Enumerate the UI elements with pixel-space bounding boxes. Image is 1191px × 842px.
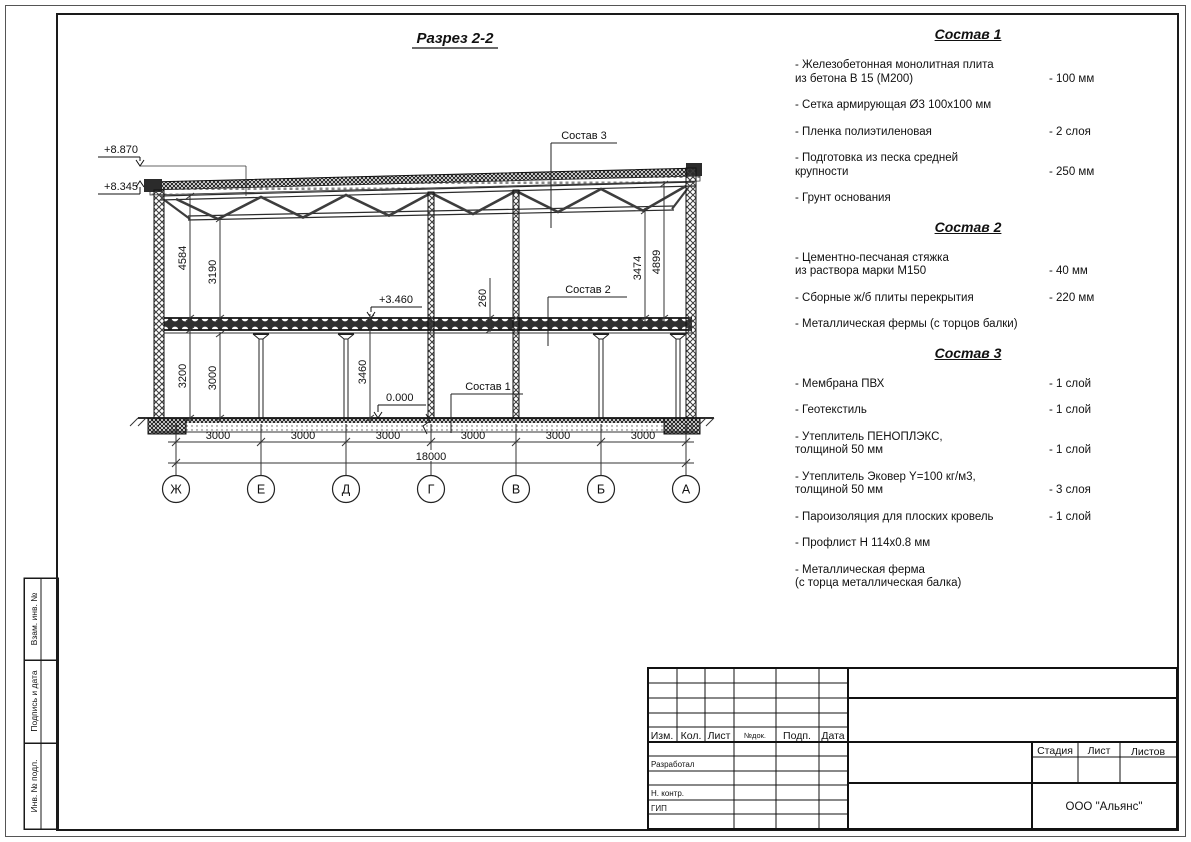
composition-2 xyxy=(795,219,1141,332)
tb-izm: Изм. xyxy=(650,730,674,742)
composition-item xyxy=(795,59,1141,86)
elev-ground: 0.000 xyxy=(386,392,414,404)
item-name: - Профлист Н 114х0.8 мм xyxy=(795,537,931,549)
item-value: - 1 слой xyxy=(1049,404,1092,416)
item-value: - 250 мм xyxy=(1049,165,1095,178)
dim-total: 18000 xyxy=(415,451,447,463)
tb-sheet: Лист xyxy=(1087,745,1111,757)
column xyxy=(253,334,269,418)
elev-floor2: +3.460 xyxy=(379,294,413,306)
item-name: - Цементно-песчаная стяжка из раствора марки М150 xyxy=(795,251,949,277)
item-value: - 1 слой xyxy=(1049,377,1092,390)
item-value: - 1 слой xyxy=(1049,510,1092,523)
dim-3000v: 3000 xyxy=(207,365,219,391)
composition-lists xyxy=(795,26,1141,604)
section-drawing xyxy=(98,130,714,503)
margin-box3-label: Инв. № подл. xyxy=(29,759,39,813)
item-value: - 1 слой xyxy=(1049,444,1092,456)
item-name: - Сетка армирующая Ø3 100х100 мм xyxy=(795,99,992,111)
dim-3460: 3460 xyxy=(357,359,369,385)
axis-letter: Г xyxy=(427,482,435,497)
composition-title: Состав 1 xyxy=(934,26,1002,42)
composition-1 xyxy=(795,26,1141,206)
leader-sostav2: Состав 2 xyxy=(565,284,611,296)
left-margin-boxes xyxy=(24,578,58,829)
elev-roof-edge: +8.345 xyxy=(104,181,138,193)
column xyxy=(338,334,354,418)
composition-item xyxy=(795,318,1141,332)
composition-item xyxy=(795,152,1141,179)
composition-item xyxy=(795,378,1141,392)
axis-letter: Б xyxy=(596,482,606,497)
composition-item xyxy=(795,252,1141,279)
tb-gip: ГИП xyxy=(651,804,667,813)
composition-item xyxy=(795,511,1141,525)
axis-letter: Ж xyxy=(170,482,182,497)
dim-260: 260 xyxy=(477,288,489,308)
column xyxy=(593,334,609,418)
tb-podp: Подп. xyxy=(783,730,811,742)
item-name: - Геотекстиль xyxy=(795,404,867,416)
leader-sostav3: Состав 3 xyxy=(561,130,607,142)
column xyxy=(670,334,686,418)
composition-title: Состав 3 xyxy=(934,344,1002,361)
item-name: - Металлическая ферма (с торца металлическая балка) xyxy=(795,563,962,589)
roof xyxy=(144,163,702,195)
item-value: - 2 слоя xyxy=(1049,125,1091,138)
section-title xyxy=(412,30,498,48)
composition-item xyxy=(795,99,1141,113)
tb-developed: Разработал xyxy=(651,760,695,769)
composition-item xyxy=(795,192,1141,206)
axis-bubbles xyxy=(163,476,700,503)
tb-company: ООО "Альянс" xyxy=(1065,801,1143,813)
composition-item xyxy=(795,431,1141,458)
section-title-text: Разрез 2-2 xyxy=(416,30,494,47)
composition-title: Состав 2 xyxy=(934,218,1002,235)
tb-kol: Кол. xyxy=(680,730,702,742)
item-name: - Грунт основания xyxy=(795,192,891,204)
dim-4584: 4584 xyxy=(177,245,189,271)
dim-4899: 4899 xyxy=(651,249,663,275)
item-name: - Подготовка из песка средней крупности xyxy=(795,152,959,178)
leader-sostav1: Состав 1 xyxy=(465,381,511,393)
item-name: - Пленка полиэтиленовая xyxy=(795,125,932,138)
margin-box2-label: Подпись и дата xyxy=(29,670,39,732)
item-value: - 100 мм xyxy=(1049,72,1095,85)
composition-item xyxy=(795,126,1141,140)
item-value: - 40 мм xyxy=(1049,265,1088,277)
margin-box1-label: Взам. инв. № xyxy=(29,592,39,646)
composition-item xyxy=(795,292,1141,306)
walls xyxy=(154,168,696,418)
dim-bay: 3000 xyxy=(630,430,656,442)
tb-list: Лист xyxy=(707,730,731,742)
item-name: - Металлическая фермы (с торцов балки) xyxy=(795,318,1018,330)
composition-item xyxy=(795,564,1141,591)
axis-letter: Д xyxy=(341,482,351,497)
item-name: - Мембрана ПВХ xyxy=(795,377,885,390)
dim-bay: 3000 xyxy=(205,430,231,442)
title-block xyxy=(648,668,1177,829)
item-name: - Утеплитель Эковер Y=100 кг/м3, толщиной 50 мм xyxy=(795,470,976,496)
item-name: - Пароизоляция для плоских кровель xyxy=(795,510,994,523)
axis-letter: Е xyxy=(256,482,266,497)
item-name: - Утеплитель ПЕНОПЛЭКС, толщиной 50 мм xyxy=(795,430,943,456)
columns xyxy=(253,334,686,418)
vertical-dimensions xyxy=(177,181,668,422)
dim-3474: 3474 xyxy=(632,255,644,281)
tb-stage: Стадия xyxy=(1037,745,1073,757)
composition-item xyxy=(795,537,1141,551)
item-value: - 220 мм xyxy=(1049,291,1095,304)
tb-data: Дата xyxy=(821,730,845,742)
composition-item xyxy=(795,471,1141,498)
item-name: - Железобетонная монолитная плита из бетона В 15 (М200) xyxy=(795,59,994,85)
item-name: - Сборные ж/б плиты перекрытия xyxy=(795,291,974,304)
composition-3 xyxy=(795,345,1141,591)
dim-bay: 3000 xyxy=(545,430,571,442)
dim-bay: 3000 xyxy=(375,430,401,442)
dim-3190: 3190 xyxy=(207,259,219,285)
dim-3200: 3200 xyxy=(177,363,189,389)
tb-ncontrol: Н. контр. xyxy=(651,789,685,798)
item-value: - 3 слоя xyxy=(1049,484,1091,496)
elev-roof-top: +8.870 xyxy=(104,144,138,156)
composition-item xyxy=(795,404,1141,418)
tb-sheets: Листов xyxy=(1130,746,1166,758)
dim-bay: 3000 xyxy=(290,430,316,442)
tb-ndok: №док. xyxy=(744,731,766,740)
axis-letter: А xyxy=(681,482,691,497)
dim-bay: 3000 xyxy=(460,430,486,442)
axis-letter: В xyxy=(511,482,521,497)
